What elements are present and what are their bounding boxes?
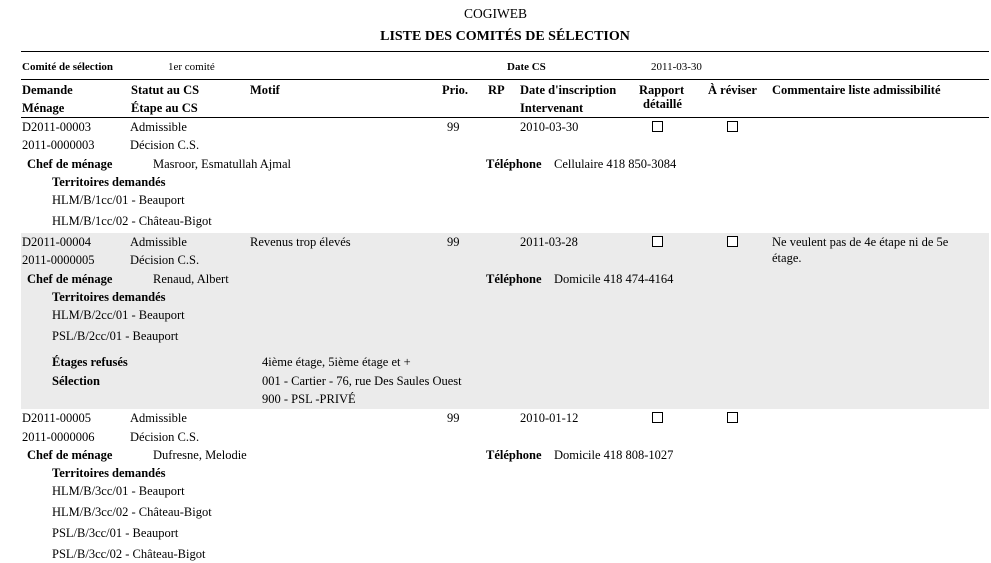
menage-id: 2011-0000005 bbox=[22, 253, 95, 267]
col-rapport: Rapport bbox=[639, 83, 685, 97]
demande-id: D2011-00003 bbox=[22, 120, 91, 134]
prio-value: 99 bbox=[447, 235, 460, 249]
rapport-detaille-checkbox[interactable] bbox=[652, 412, 663, 423]
date-inscription-value: 2010-01-12 bbox=[520, 411, 579, 425]
prio-value: 99 bbox=[447, 411, 460, 425]
territoire-item: HLM/B/3cc/01 - Beauport bbox=[52, 484, 185, 498]
date-cs-label: Date CS bbox=[507, 61, 546, 73]
chef-value: Dufresne, Melodie bbox=[153, 448, 247, 462]
col-statut: Statut au CS bbox=[131, 83, 200, 97]
etages-refuses-label: Étages refusés bbox=[52, 355, 128, 369]
motif-value: Revenus trop élevés bbox=[250, 235, 351, 249]
rapport-detaille-checkbox[interactable] bbox=[652, 121, 663, 132]
a-reviser-checkbox[interactable] bbox=[727, 412, 738, 423]
telephone-value: Cellulaire 418 850-3084 bbox=[554, 157, 677, 171]
chef-label: Chef de ménage bbox=[27, 157, 113, 171]
committee-value: 1er comité bbox=[168, 61, 215, 73]
territoires-label: Territoires demandés bbox=[52, 466, 166, 480]
title-divider bbox=[21, 51, 989, 52]
telephone-label: Téléphone bbox=[486, 272, 542, 286]
territoires-label: Territoires demandés bbox=[52, 290, 166, 304]
col-commentaire: Commentaire liste admissibilité bbox=[772, 83, 941, 97]
etape-value: Décision C.S. bbox=[130, 138, 200, 152]
demande-id: D2011-00004 bbox=[22, 235, 91, 249]
col-rapport-detaille: détaillé bbox=[643, 97, 682, 111]
statut-value: Admissible bbox=[130, 235, 187, 249]
chef-label: Chef de ménage bbox=[27, 448, 113, 462]
selection-item: 900 - PSL -PRIVÉ bbox=[262, 392, 356, 406]
demande-id: D2011-00005 bbox=[22, 411, 91, 425]
report-title: LISTE DES COMITÉS DE SÉLECTION bbox=[380, 29, 630, 44]
date-inscription-value: 2011-03-28 bbox=[520, 235, 578, 249]
col-etape: Étape au CS bbox=[131, 101, 198, 115]
committee-label: Comité de sélection bbox=[22, 61, 114, 73]
menage-id: 2011-0000003 bbox=[22, 138, 95, 152]
org-name: COGIWEB bbox=[464, 6, 527, 21]
etape-value: Décision C.S. bbox=[130, 430, 200, 444]
territoire-item: HLM/B/3cc/02 - Château-Bigot bbox=[52, 505, 212, 519]
date-inscription-value: 2010-03-30 bbox=[520, 120, 579, 134]
meta-divider bbox=[21, 79, 989, 80]
date-cs-value: 2011-03-30 bbox=[651, 61, 702, 73]
col-rp: RP bbox=[488, 83, 505, 97]
col-date-inscription: Date d'inscription bbox=[520, 83, 617, 97]
statut-value: Admissible bbox=[130, 411, 187, 425]
rapport-detaille-checkbox[interactable] bbox=[652, 236, 663, 247]
territoire-item: HLM/B/2cc/01 - Beauport bbox=[52, 308, 185, 322]
territoire-item: HLM/B/1cc/01 - Beauport bbox=[52, 193, 185, 207]
territoire-item: PSL/B/3cc/01 - Beauport bbox=[52, 526, 179, 540]
chef-value: Masroor, Esmatullah Ajmal bbox=[153, 157, 292, 171]
telephone-value: Domicile 418 474-4164 bbox=[554, 272, 674, 286]
territoire-item: PSL/B/3cc/02 - Château-Bigot bbox=[52, 547, 206, 561]
a-reviser-checkbox[interactable] bbox=[727, 236, 738, 247]
col-menage: Ménage bbox=[22, 101, 65, 115]
col-intervenant: Intervenant bbox=[520, 101, 584, 115]
telephone-label: Téléphone bbox=[486, 448, 542, 462]
chef-label: Chef de ménage bbox=[27, 272, 113, 286]
a-reviser-checkbox[interactable] bbox=[727, 121, 738, 132]
territoire-item: PSL/B/2cc/01 - Beauport bbox=[52, 329, 179, 343]
header-divider bbox=[21, 117, 989, 118]
commentaire-value: Ne veulent pas de 4e étape ni de 5e étage. bbox=[772, 235, 949, 265]
col-demande: Demande bbox=[22, 83, 73, 97]
etages-refuses-value: 4ième étage, 5ième étage et + bbox=[262, 355, 411, 369]
menage-id: 2011-0000006 bbox=[22, 430, 95, 444]
selection-item: 001 - Cartier - 76, rue Des Saules Ouest bbox=[262, 374, 462, 388]
prio-value: 99 bbox=[447, 120, 460, 134]
territoires-label: Territoires demandés bbox=[52, 175, 166, 189]
selection-label: Sélection bbox=[52, 374, 100, 388]
telephone-value: Domicile 418 808-1027 bbox=[554, 448, 674, 462]
etape-value: Décision C.S. bbox=[130, 253, 200, 267]
col-motif: Motif bbox=[250, 83, 280, 97]
chef-value: Renaud, Albert bbox=[153, 272, 229, 286]
territoire-item: HLM/B/1cc/02 - Château-Bigot bbox=[52, 214, 212, 228]
telephone-label: Téléphone bbox=[486, 157, 542, 171]
col-prio: Prio. bbox=[442, 83, 469, 97]
statut-value: Admissible bbox=[130, 120, 187, 134]
col-a-reviser: À réviser bbox=[708, 83, 757, 97]
